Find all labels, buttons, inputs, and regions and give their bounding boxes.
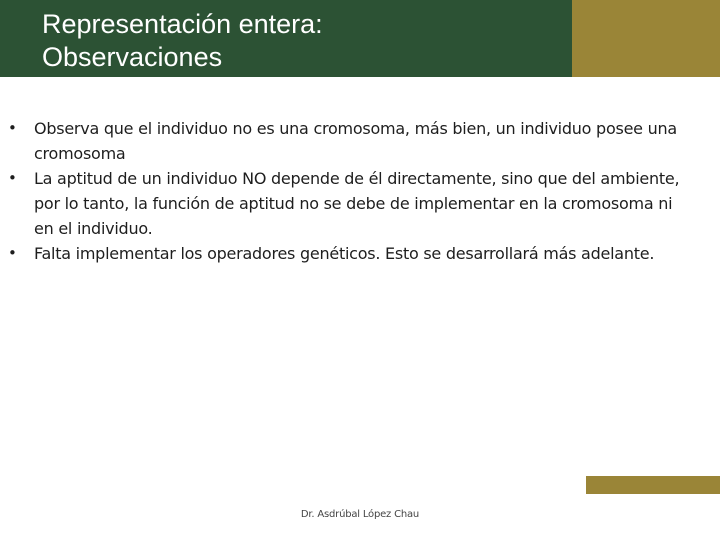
bullet-item	[0, 166, 680, 241]
bullet-icon: •	[8, 169, 17, 187]
bullet-item	[0, 116, 680, 166]
slide-title-line-2: Observaciones	[42, 42, 223, 72]
bullet-text: Falta implementar los operadores genéticos. Esto se desarrollará más adelante.	[34, 244, 655, 263]
bullet-icon: •	[8, 119, 17, 137]
slide-title-line-1: Representación entera:	[42, 9, 323, 39]
bullet-item	[0, 241, 680, 266]
footer-author: Dr. Asdrúbal López Chau	[300, 509, 420, 520]
bullet-text: Observa que el individuo no es una cromosoma, más bien, un individuo posee una cromosoma	[34, 119, 677, 163]
bullet-icon: •	[8, 244, 17, 262]
footer-accent-block	[586, 476, 720, 494]
bullet-text: La aptitud de un individuo NO depende de él directamente, sino que del ambiente, por lo tanto, la función de aptitud no se debe de implementar en la cromosoma ni en el individuo.	[34, 169, 680, 238]
slide-title	[42, 8, 323, 74]
title-accent-block	[572, 0, 720, 77]
bullet-list	[0, 116, 680, 266]
